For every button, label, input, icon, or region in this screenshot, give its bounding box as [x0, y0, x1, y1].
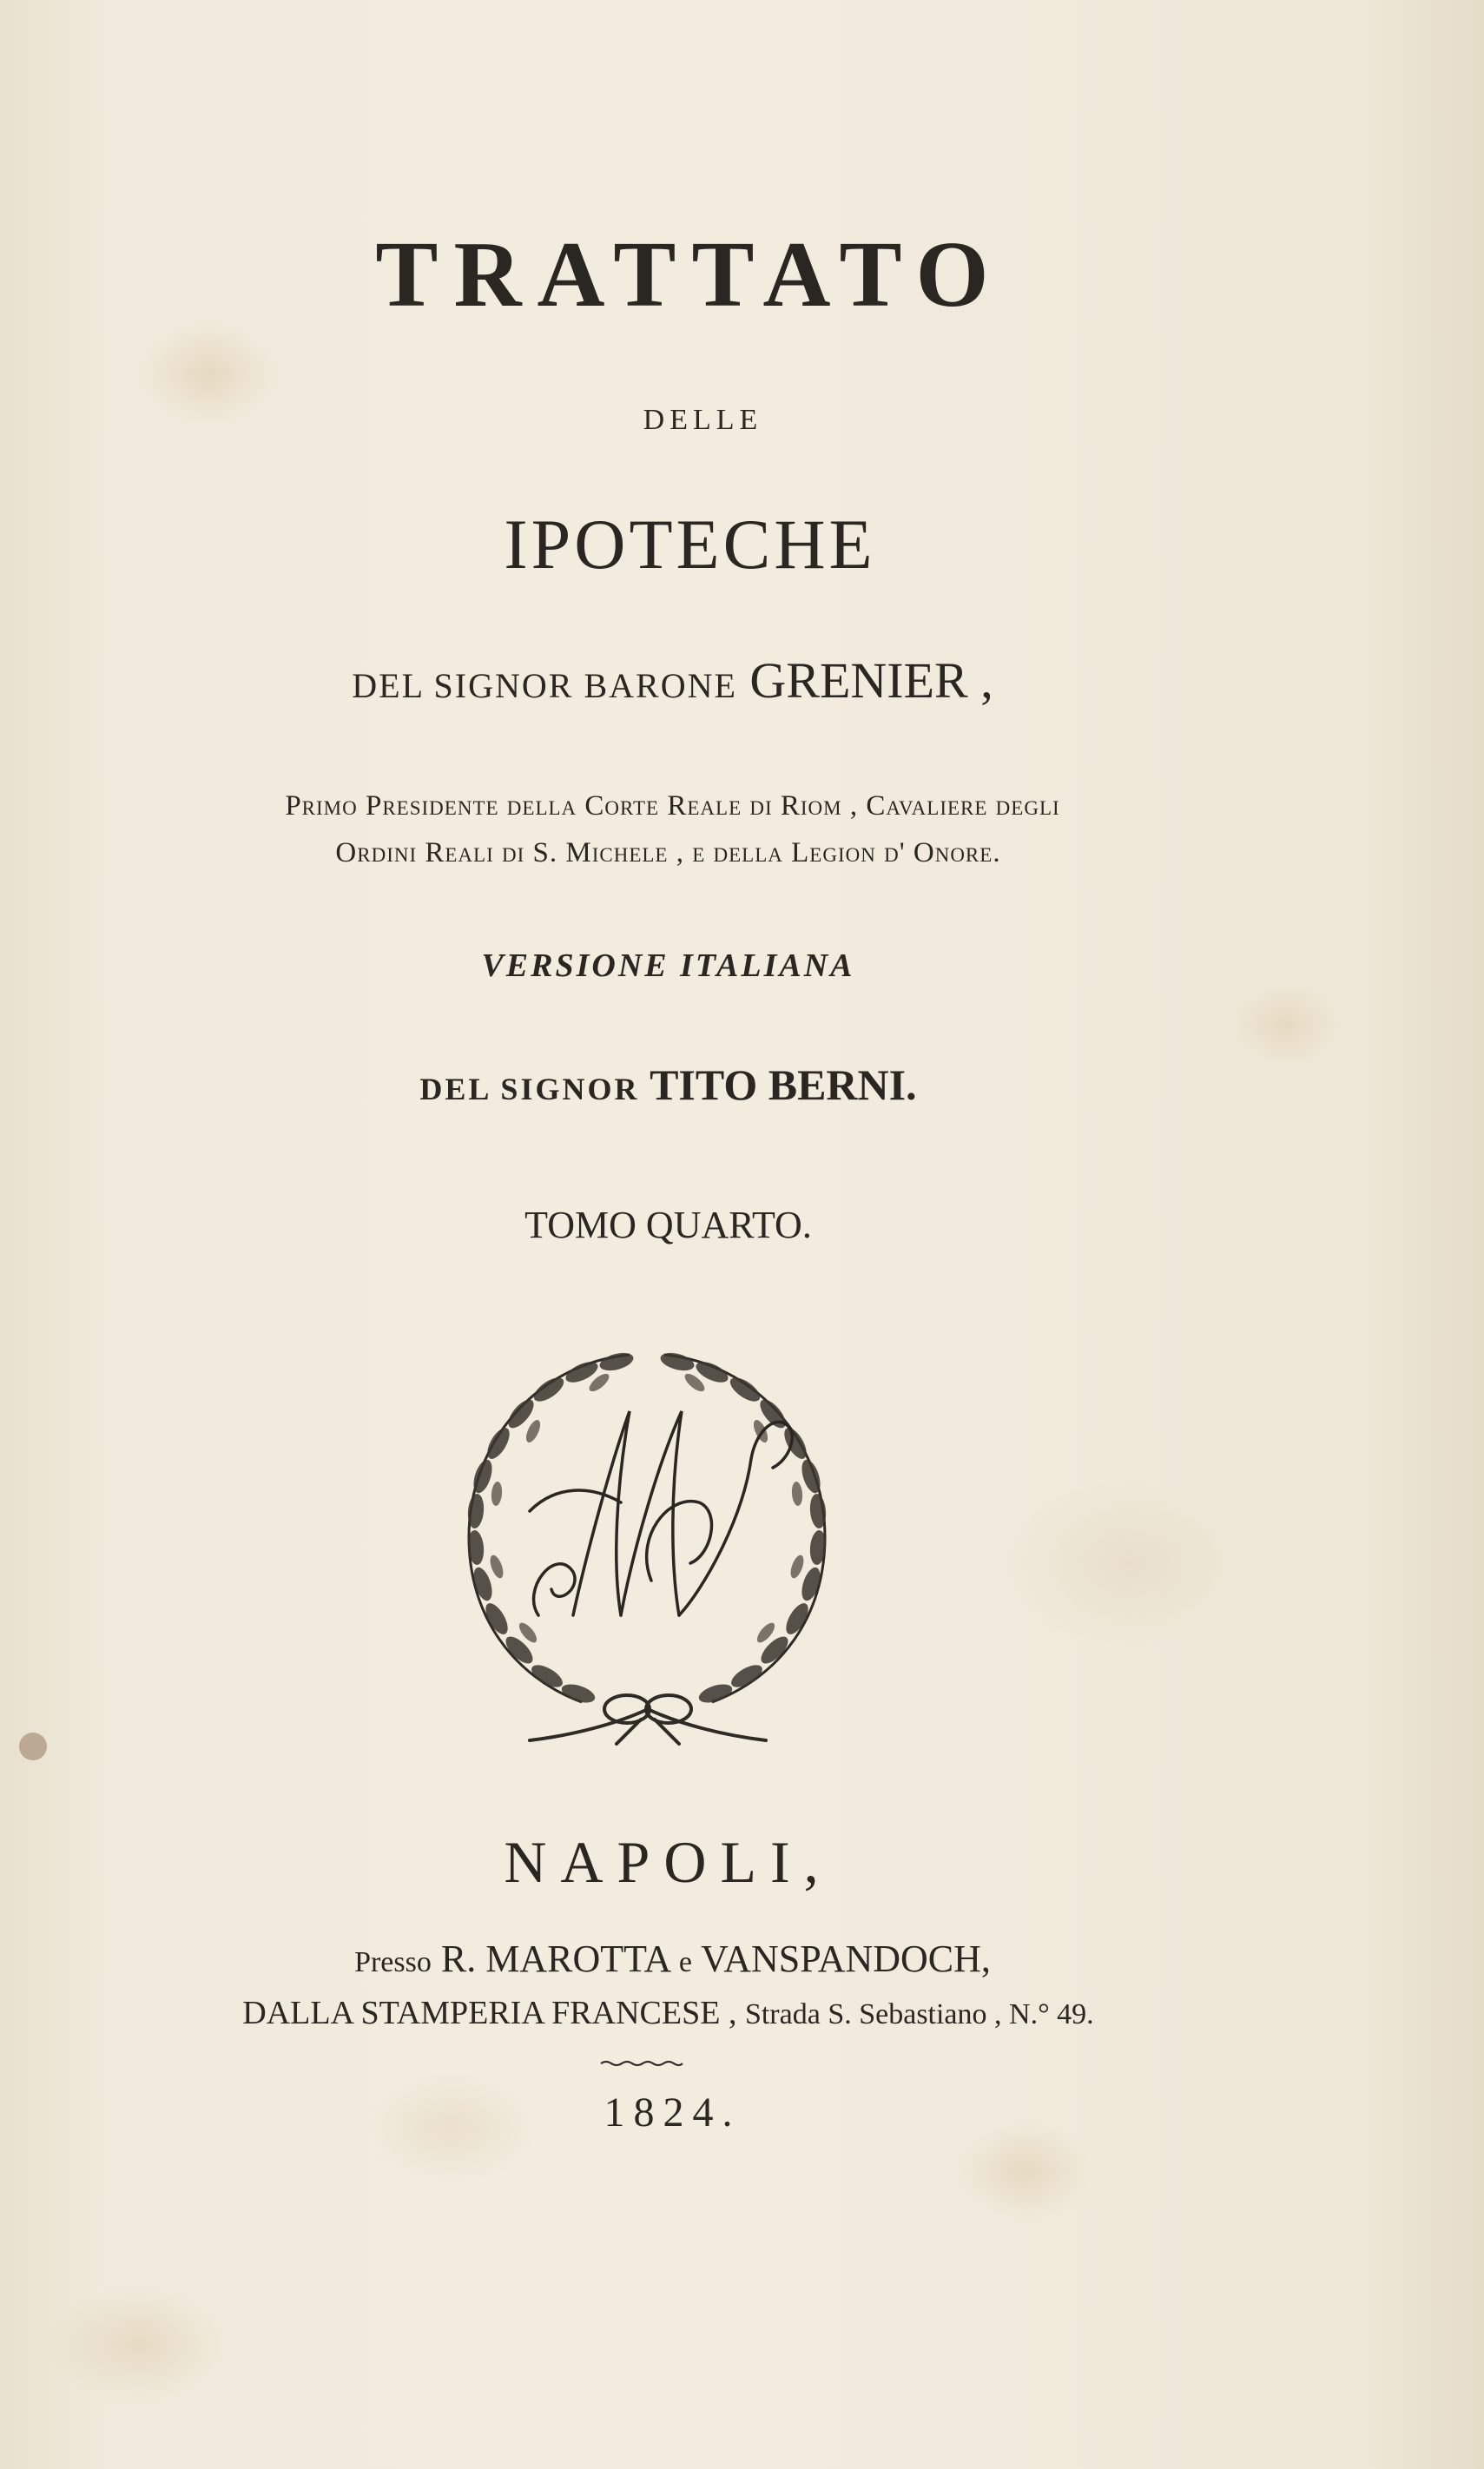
translator-prefix: DEL SIGNOR: [419, 1072, 640, 1106]
printer-prefix: Presso: [354, 1946, 432, 1978]
printer-and: e: [678, 1946, 692, 1978]
author-prefix: DEL SIGNOR BARONE: [352, 666, 737, 705]
laurel-wreath-monogram-icon: [443, 1329, 851, 1746]
version-note: VERSIONE ITALIANA: [481, 947, 855, 984]
ornamental-rule: [599, 2060, 684, 2067]
publication-year: 1824.: [603, 2089, 742, 2136]
title-connector: DELLE: [643, 404, 763, 436]
author-name: GRENIER: [749, 652, 968, 709]
translator-line: [0, 1060, 1410, 1110]
volume-label: TOMO QUARTO.: [524, 1204, 812, 1246]
translator-name: TITO BERNI.: [650, 1060, 917, 1109]
printer-line: [0, 1937, 1415, 1981]
press-name: DALLA STAMPERIA FRANCESE ,: [242, 1995, 737, 2031]
printer-name: R. MAROTTA: [440, 1938, 669, 1980]
publication-city: NAPOLI,: [504, 1829, 833, 1895]
author-titles-line-1: Primo Presidente della Corte Reale di Riom , Cavaliere degli: [285, 790, 1060, 822]
foxing-spot: [19, 1733, 47, 1760]
author-titles-line-2: Ordini Reali di S. Michele , e della Legion d' Onore.: [335, 837, 1001, 868]
author-line: [0, 651, 1415, 710]
printer-name-2: VANSPANDOCH,: [701, 1938, 991, 1980]
press-address: Strada S. Sebastiano , N.° 49.: [744, 1998, 1094, 2030]
author-suffix: ,: [980, 652, 993, 709]
book-title: TRATTATO: [375, 223, 1005, 327]
press-line: [0, 1994, 1410, 2032]
book-subject: IPOTECHE: [504, 505, 876, 584]
